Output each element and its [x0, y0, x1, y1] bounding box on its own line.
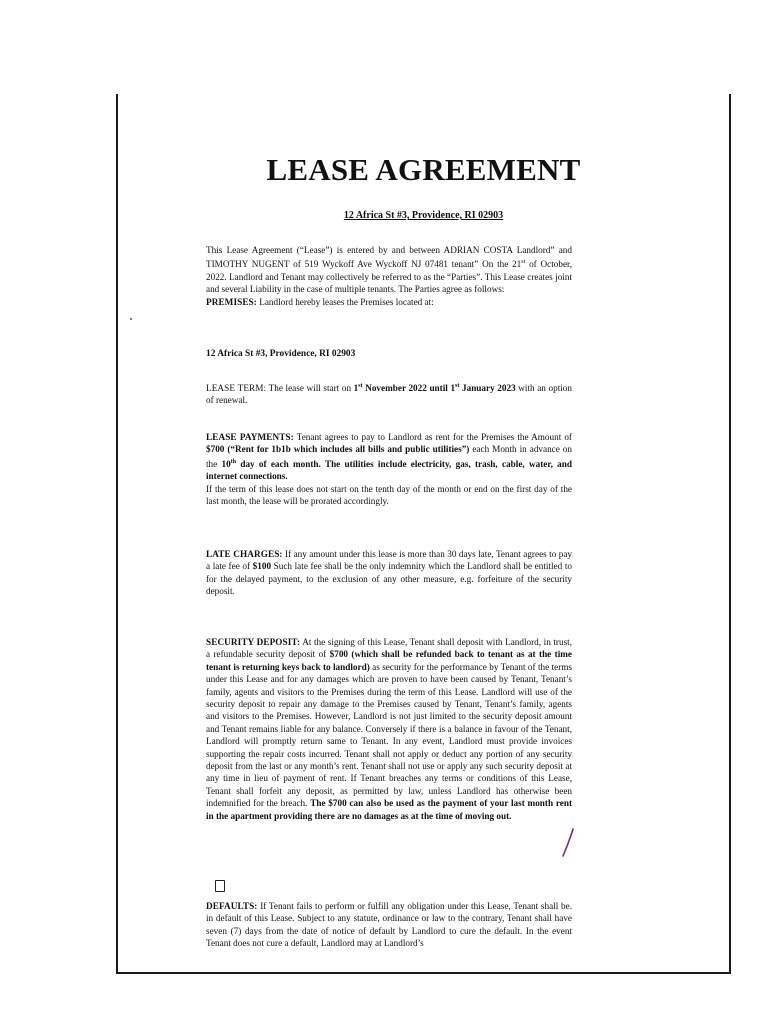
- lease-end-rest: January 2023: [459, 383, 516, 394]
- security-deposit-text-b: as security for the performance by Tenant of the terms under this Lease and for any damages which are proven to have been caused by Tenant, Tenant’s family, agents and visitors to the Premises during the term of this Lease. Landlord will use of the security deposit to repair any damage to the Premises caused by Tenant, Tenant’s family, agents and visitors to the Premises. However, Landlord is not just limited to the security deposit amount and Tenant remains liable for any balance. Conversely if there is a balance in favour of the Tenant, Landlord will promptly return same to Tenant. In any event, Landlord must provide invoices supporting the repair costs incurred. Tenant shall not apply or deduct any portion of any security deposit from the last or any month’s rent. Tenant shall not use or apply any such security deposit at any time in lieu of payment of rent. If Tenant breaches any terms or conditions of this Lease, Tenant shall forfeit any deposit, as permitted by law, unless Landlord has otherwise been indemnified for the breach.: [206, 661, 572, 809]
- lease-payments-text-b: each Month in advance on the: [206, 444, 572, 469]
- lease-start-sup: st: [358, 383, 363, 389]
- intro-line2-suffix: of October, 2022. Landlord and Tenant may collectively be referred to as the “Parties”. This Lease creates joint and several Liability in the case of multiple tenants. The Parties agree as follows:: [206, 259, 573, 295]
- lease-end-num: 1: [450, 383, 456, 394]
- document-title: LEASE AGREEMENT: [266, 152, 581, 187]
- lease-term-text-b: with an option of renewal.: [206, 383, 572, 406]
- lease-term-text-a: The lease will start on: [266, 383, 354, 394]
- lease-payments-bold-a: $700 (“Rent for 1b1b which includes all bills and public utilities”): [206, 444, 470, 455]
- defaults-label: DEFAULTS:: [206, 901, 258, 911]
- lease-term-section: [206, 380, 572, 407]
- checkbox-icon[interactable]: [215, 880, 225, 892]
- pen-tick-icon: [561, 828, 575, 858]
- lease-payments-bold-b-rest: day of each month. The utilities include electricity, gas, trash, cable, water, and internet connections.: [206, 458, 572, 482]
- security-deposit-label: SECURITY DEPOSIT:: [206, 637, 301, 647]
- address-header: 12 Africa St #3, Providence, RI 02903: [343, 210, 504, 221]
- intro-line2-sup: st: [521, 259, 526, 266]
- security-deposit-bold-a: $700 (which shall be refunded back to tenant as at the time tenant is returning keys back to landlord): [206, 649, 572, 672]
- lease-payments-day-num: 10: [221, 458, 231, 469]
- lease-payments-day-sup: th: [230, 458, 237, 465]
- late-charges-text-a: If any amount under this lease is more than 30 days late, Tenant agrees to pay a late fee of: [206, 549, 572, 572]
- late-charges-label: LATE CHARGES:: [206, 549, 283, 559]
- security-deposit-bold-b: The $700 can also be used as the payment of your last month rent in the apartment providing there are no damages as at the time of moving out.: [206, 798, 573, 821]
- premises-text: Landlord hereby leases the Premises located at:: [256, 296, 434, 307]
- premises-label: PREMISES:: [206, 296, 257, 307]
- premises-address: 12 Africa St #3, Providence, RI 02903: [206, 349, 356, 359]
- stray-dot: [130, 318, 132, 320]
- lease-start-num: 1: [353, 383, 359, 394]
- lease-term-label: LEASE TERM:: [206, 383, 267, 394]
- lease-payments-label: LEASE PAYMENTS:: [206, 432, 294, 442]
- defaults-section: [206, 900, 572, 950]
- defaults-text: If Tenant fails to perform or fulfill any obligation under this Lease, Tenant shall be. in default of this Lease. Subject to any statute, ordinance or law to the contrary, Tenant shall have seven (7) days from the date of notice of default by Landlord to cure the default. In the event Tenant does not cure a default, Landlord may at Landlord’s: [206, 901, 572, 949]
- lease-payments-text-c: If the term of this lease does not start on the tenth day of the month or end on the first day of the last month, the lease will be prorated accordingly.: [206, 483, 572, 507]
- lease-end-sup: st: [455, 383, 460, 389]
- late-charges-bold-a: $100: [252, 561, 272, 572]
- lease-payments-text-a: Tenant agrees to pay to Landlord as rent for the Premises the Amount of: [293, 432, 572, 442]
- intro-line1: This Lease Agreement (“Lease”) is entered by and between ADRIAN COSTA Landlord” and TIMOTHY NUGENT of 519 Wyckoff Ave Wyckoff NJ 07481 tenant”: [206, 245, 572, 270]
- lease-start-rest: November 2022 until: [362, 383, 451, 394]
- late-charges-section: [206, 548, 572, 598]
- intro-paragraph: [206, 244, 572, 308]
- security-deposit-text-a: At the signing of this Lease, Tenant shall deposit with Landlord, in trust, a refundable security deposit of: [206, 637, 572, 660]
- lease-document-page: [116, 94, 731, 974]
- security-deposit-section: [206, 636, 572, 822]
- intro-line2-prefix: On the 21: [482, 259, 522, 270]
- late-charges-text-b: Such late fee shall be the only indemnity which the Landlord shall be entitled to for the delayed payment, to the exclusion of any other measure, e.g. forfeiture of the security deposit.: [206, 561, 572, 597]
- lease-payments-section: [206, 431, 572, 508]
